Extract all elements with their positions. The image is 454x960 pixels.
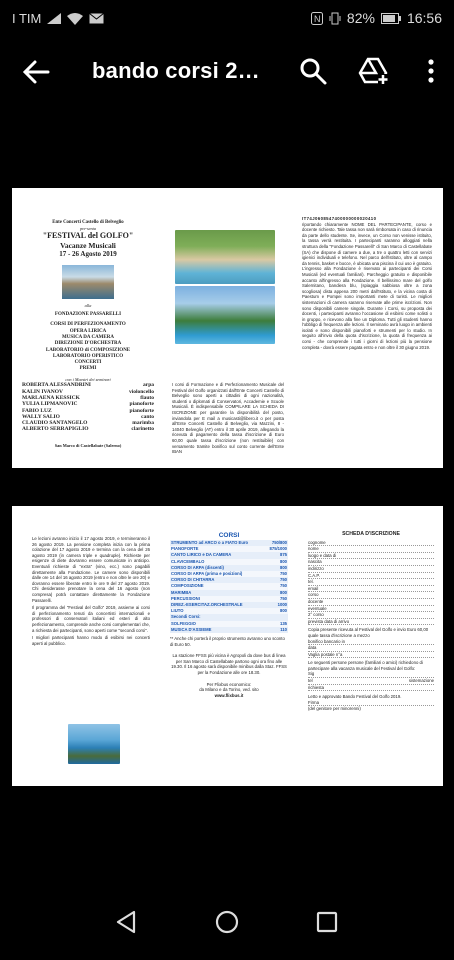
courses-list: [22, 322, 154, 372]
form-field: [308, 553, 434, 560]
courses-heading: CORSI: [218, 532, 240, 539]
teacher-row: [22, 426, 154, 432]
form-field-firma: [308, 700, 434, 707]
course-prices-table: [170, 540, 288, 633]
nav-home-icon[interactable]: [209, 904, 245, 940]
app-bar: [0, 38, 454, 108]
bonifico-label: bonifico bancario in: [308, 638, 346, 644]
course-name: CANTO LIRICO e DA CAMERA: [171, 552, 232, 558]
course-item: OPERA LIRICA: [69, 328, 107, 334]
course-price: 800: [280, 558, 287, 564]
form-field: [308, 546, 434, 553]
course-name: MARIMBA: [171, 589, 192, 595]
form-field: [308, 566, 434, 573]
page1-middle-text: I corsi di Formazione e di Perfezionamento Musicale del Festival del Golfo organizzati dall'Ente Concerti Castello di Belveglio sono aperti a cittadini di ogni nazionalità, studenti o diplomati di Conservatori, Accademie e Scuole Musicali. È indispensabile COMPILARE LA SCHEDA DI ISCRIZIONE per garantire la disponibilità del posto, inviandola per E mail a musicasti@libero.it o per posta all'Ente Concerti Castello di Belveglio, via Mazzini, 8 - 14040 Belveglio (AT) entro il 30 aprile 2019, allegando la ricevuta di pagamento della tassa d'iscrizione di Euro 60,00 quale tassa d'iscrizione (non restituibile) con versamento tramite bonifico sul conto corrente dell'Ente IBAN: [172, 382, 284, 455]
course-name: Secondi Corsi:: [171, 614, 201, 620]
nfc-icon: [311, 12, 323, 25]
teacher-instrument: clarinetto: [131, 426, 154, 433]
signal-icon: [47, 13, 61, 24]
flixbus-link[interactable]: www.flixbus.it: [214, 692, 244, 698]
festival-title: "FESTIVAL del GOLFO": [42, 231, 134, 241]
form-field-label: cognome: [308, 539, 326, 545]
svg-text:N: N: [313, 13, 321, 24]
course-item: PREMI: [79, 366, 97, 372]
course-price: 750: [280, 577, 287, 583]
form-field-label: indirizzo: [308, 565, 324, 571]
form-field-label: prevista data di arrivo: [308, 618, 350, 624]
form-field: [308, 599, 434, 606]
course-name: PIANOFORTE: [171, 546, 199, 552]
course-item: CORSI DI PERFEZIONAMENTO: [50, 322, 126, 328]
teacher-instrument: arpa: [143, 382, 154, 389]
course-price: 800: [280, 589, 287, 595]
battery-icon: [381, 13, 401, 24]
status-bar: [0, 0, 454, 38]
teacher-name: YULIA LIPMANOVIC: [22, 401, 78, 408]
logo-photo: [62, 265, 114, 299]
course-price-row: [170, 627, 288, 633]
teacher-name: WALLY SALIO: [22, 413, 60, 420]
wifi-icon: [67, 13, 83, 25]
course-price: 750: [280, 583, 287, 589]
battery-percent: 82%: [346, 10, 375, 26]
course-name: PERCUSSIONI: [171, 595, 200, 601]
richiesta-label: richiesta: [308, 684, 325, 690]
course-price: 750: [280, 571, 287, 577]
form-field-label: 2° corso: [308, 612, 324, 618]
document-page-1: [12, 188, 443, 468]
form-field-data: [308, 645, 434, 652]
page2-left-text-1: Le lezioni avranno inizio il 17 agosto 2019, e termineranno il 26 agosto 2019. La pensione completa inizia con la prima colazione del 17 agosto 2019 e termina con la cena del 26 agosto 2019 (in camera triple e quadruple). Richieste per esigenze di diete dovranno essere comunicate in anticipo. Eventuali richieste di "extra" (vino, ecc.) sono pagabili direttamente alla Fondazione. Le camere sono disponibili dalle ore 14 del 16 agosto 2019 (entro e non oltre le ore 20) e dovranno essere liberate entro le ore 9 del 27 agosto 2019. Chi desiderasse prenotare la cena del 16 agosto (non compresa) potrà contattare direttamente la Fondazione Passarelli.: [32, 536, 150, 603]
org-name: Ente Concerti Castello di Belveglio: [52, 220, 124, 225]
teacher-instrument: pianoforte: [129, 401, 154, 408]
form-field: [308, 592, 434, 599]
form-field: [308, 573, 434, 580]
mail-icon: [89, 13, 104, 24]
course-price: 800: [280, 608, 287, 614]
form-field: [308, 612, 434, 619]
back-arrow-icon[interactable]: [20, 56, 52, 88]
course-price: 750: [280, 595, 287, 601]
garden-photo: [175, 286, 275, 344]
station-info: La stazione FFSS più vicina è Agropoli da dove bus di linea per San Marco di Castellabate partono ogni ora fino alle 19.30. Il 16 agosto sarà disponibile minibus dalla Staz. FFSS per la Fondazione alle ore 18.30.: [171, 653, 287, 676]
form-field-label: C.A.P.: [308, 572, 320, 578]
vibrate-icon: [329, 12, 341, 25]
course-item: DIREZIONE D'ORCHESTRA: [54, 341, 122, 347]
document-title: bando corsi 2…: [92, 58, 260, 83]
course-name: CORSO DI ARPA (discenti): [171, 564, 224, 570]
registration-form: [308, 532, 434, 712]
maestri-label: con i Maestri dei seminari: [65, 376, 111, 382]
teacher-name: FABIO LUZ: [22, 407, 52, 414]
teacher-instrument: pianoforte: [129, 407, 154, 414]
course-name: SOLFEGGIO: [171, 620, 196, 626]
form-field-richiesta: [308, 685, 434, 692]
form-field: [308, 606, 434, 613]
course-item: MUSICA DA CAMERA: [62, 334, 114, 340]
firma-label: Firma: [308, 699, 319, 705]
teacher-instrument: canto: [141, 413, 154, 420]
course-price: 750/800: [271, 540, 287, 545]
course-item: LABORATORIO di COMPOSIZIONE: [45, 347, 131, 353]
form-field: [308, 586, 434, 593]
course-name: DIREZ.-ESERCITAZ.ORCHESTRALE: [171, 602, 243, 608]
flixbus-line-2: da Milano e da Torino, ved. sito: [199, 687, 259, 693]
sig-label: Sig: [308, 671, 315, 677]
nav-recents-icon[interactable]: [309, 904, 345, 940]
page1-right-text: riportando chiaramente NOME DEL PARTECIPANTE, corso e docente richiesto. Tale tassa non sarà rimborsata in caso di rinuncia da parte dello studente. Se, invece, un Corso non venisse istituito, la tassa verrà restituita. I partecipanti saranno alloggiati nella struttura della "Fondazione Passarelli" di San Marco di Castellabate (SA) che dispone di camere a due, a tre o quattro letti con servizi igienici individuali e telefono. Nel parco dell'istituto, oltre al campo da tennis, basket e bocce, è ubicata una piscina il cui uso è gratuito. L'ingresso alla Fondazione è riservato ai partecipanti dei Corsi Musicali (ed eventuali familiari). Parcheggio gratuito e disponibile accanto all'ingresso alla Fondazione. Il bellissimo mare del golfo Salernitano, bandiera blu, (spiaggia sabbiosa oltre a zona scogliosa) dista appena 200 metri dall'Istituto, e la vicina costa di Paestum e Pompei sono importanti mete di turisti. Le migliori sistemazioni di camera saranno riservate alle prime iscrizioni. Non sono disponibili camere singole. Durante i Corsi, su proposta dei docenti, i partecipanti avranno l'occasione di esibirsi come solisti o in gruppo, e ricevono alla fine un Diploma. Tutti gli studenti hanno l'obbligo di frequenza alle lezioni. Il seminario avrà luogo in ambienti isolati e sono disponibili pianoforti e strumenti per lo studio. In seguito all'invio della quota d'iscrizione, la quota di frequenza ai corsi - che comprende i tutti i giorni di lezioni più la pensione completa - dovrà essere pagata entro e non oltre il 30 giugno 2019.: [302, 221, 432, 350]
pool-photo: [175, 230, 275, 284]
form-field: [308, 579, 434, 586]
form-fields: [308, 540, 434, 626]
nav-back-icon[interactable]: [108, 904, 144, 940]
course-price: 800: [280, 564, 287, 570]
course-name: CORSO DI ARPA (prima e posizioni): [171, 571, 243, 577]
parent-note: (del genitore per minorenni): [308, 706, 361, 712]
form-field-label: tel.: [308, 579, 314, 585]
form-field-label: corso: [308, 592, 319, 598]
page2-left-text-3: I migliori partecipanti hanno modo di esibirsi nei concerti aperti al pubblico.: [32, 635, 150, 646]
teacher-name: MARLAENA KESSICK: [22, 394, 80, 401]
more-options-icon[interactable]: [416, 56, 446, 86]
add-to-drive-icon[interactable]: [358, 56, 388, 86]
teachers-list: [22, 382, 154, 432]
form-field-tel-sistemazione: [308, 678, 434, 685]
form-field-label: eventuale: [308, 605, 327, 611]
course-price: 1000: [277, 602, 287, 608]
teacher-name: ALBERTO SERRAPIGLIO: [22, 426, 89, 433]
form-heading: SCHEDA D'ISCRIZIONE: [342, 531, 400, 537]
document-viewer[interactable]: [0, 108, 454, 884]
form-field: [308, 540, 434, 547]
form-text-2: Le seguenti persone persone (familiari o amici) richiedono di partecipare alla vacanza musicale del Festival del Golfo:: [308, 660, 423, 671]
festival-dates: 17 - 26 Agosto 2019: [59, 250, 117, 259]
teacher-instrument: violoncello: [128, 388, 154, 395]
form-field: [308, 619, 434, 626]
course-name: COMPOSIZIONE: [171, 583, 204, 589]
coast-photo: [68, 724, 120, 764]
course-name: CLAVICEMBALO: [171, 558, 205, 564]
vacanze-title: Vacanze Musicali: [60, 241, 116, 251]
form-field-label: nome: [308, 546, 319, 552]
teacher-name: KALIN IVANOV: [22, 388, 64, 395]
presents-label: pre-senta: [79, 225, 97, 231]
form-field: [308, 559, 434, 566]
course-item: LABORATORIO OPERISTICO: [52, 353, 124, 359]
flixbus-info: [170, 682, 288, 699]
system-nav-bar: [0, 884, 454, 960]
iban-code: IT74J0608547400000000020410: [302, 216, 377, 221]
course-price: 875: [280, 552, 287, 558]
teacher-name: CLAUDIO SANTANGELO: [22, 420, 88, 427]
form-field-label: luogo e data di: [308, 552, 337, 558]
form-field-label: docente: [308, 598, 324, 604]
page2-left-column: [32, 536, 150, 646]
form-field-label: nascita: [308, 559, 322, 565]
form-field-sig: [308, 671, 434, 678]
teacher-name: ROBERTA ALESSANDRINI: [22, 382, 91, 389]
page1-right-column: [302, 216, 432, 350]
form-field-label: email: [308, 585, 319, 591]
clock: 16:56: [406, 10, 442, 26]
page2-left-text-2: Il programma del "Festival del Golfo" 2019, assieme ai corsi di perfezionamento tenuti da concertisti internazionali e professori di conservatori italiani ed esteri di alto perfezionamento, comprende anche corsi complementari che, a richiesta dei partecipanti, sono aperti come "secondi corsi".: [32, 605, 150, 633]
form-field-vaglia: [308, 652, 434, 659]
sistemazione-label: sistemazione: [408, 678, 434, 684]
carrier-label: I TIM: [12, 11, 42, 26]
search-icon[interactable]: [298, 56, 328, 86]
course-name: STRUMENTO ad ARCO o a FIATO Euro: [171, 540, 249, 545]
form-text-1: Copia presente ricevuta al Festival del Golfo e invio Euro 60,00 quale tassa d'iscrizione a mezzo: [308, 627, 429, 638]
alla-label: alla: [84, 303, 92, 309]
page2-middle-column: [170, 532, 288, 698]
tel-label: tel: [308, 678, 313, 684]
data-label: data: [308, 645, 317, 651]
course-price: 875/1000: [269, 546, 287, 552]
vaglia-label: Vaglia postale n°a: [308, 651, 343, 657]
course-item: CONCERTI: [74, 360, 102, 366]
course-name: CORSO DI CHITARRA: [171, 577, 215, 583]
course-name: MUSICA D'ASSIEME: [171, 626, 212, 632]
document-page-2: [12, 506, 443, 786]
course-name: LIUTO: [171, 608, 184, 614]
form-field-bonifico: [308, 639, 434, 646]
page1-left-column: [22, 220, 154, 448]
teacher-instrument: flauto: [140, 394, 154, 401]
approval-text: Letto e approvato Bando Festival del Golfo 2019.: [308, 694, 402, 700]
course-price: 135: [280, 620, 287, 626]
course-price: 110: [280, 626, 287, 632]
discount-note: ** Anche chi porterà il proprio strumento avranno uno sconto di Euro 50.: [170, 636, 285, 647]
teacher-instrument: marimba: [132, 420, 154, 427]
foundation-name: FONDAZIONE PASSARELLI: [54, 311, 122, 317]
flixbus-line-1: Per Flixbus economico:: [206, 681, 252, 687]
place-label: San Marco di Castellabate (Salerno): [54, 442, 122, 448]
